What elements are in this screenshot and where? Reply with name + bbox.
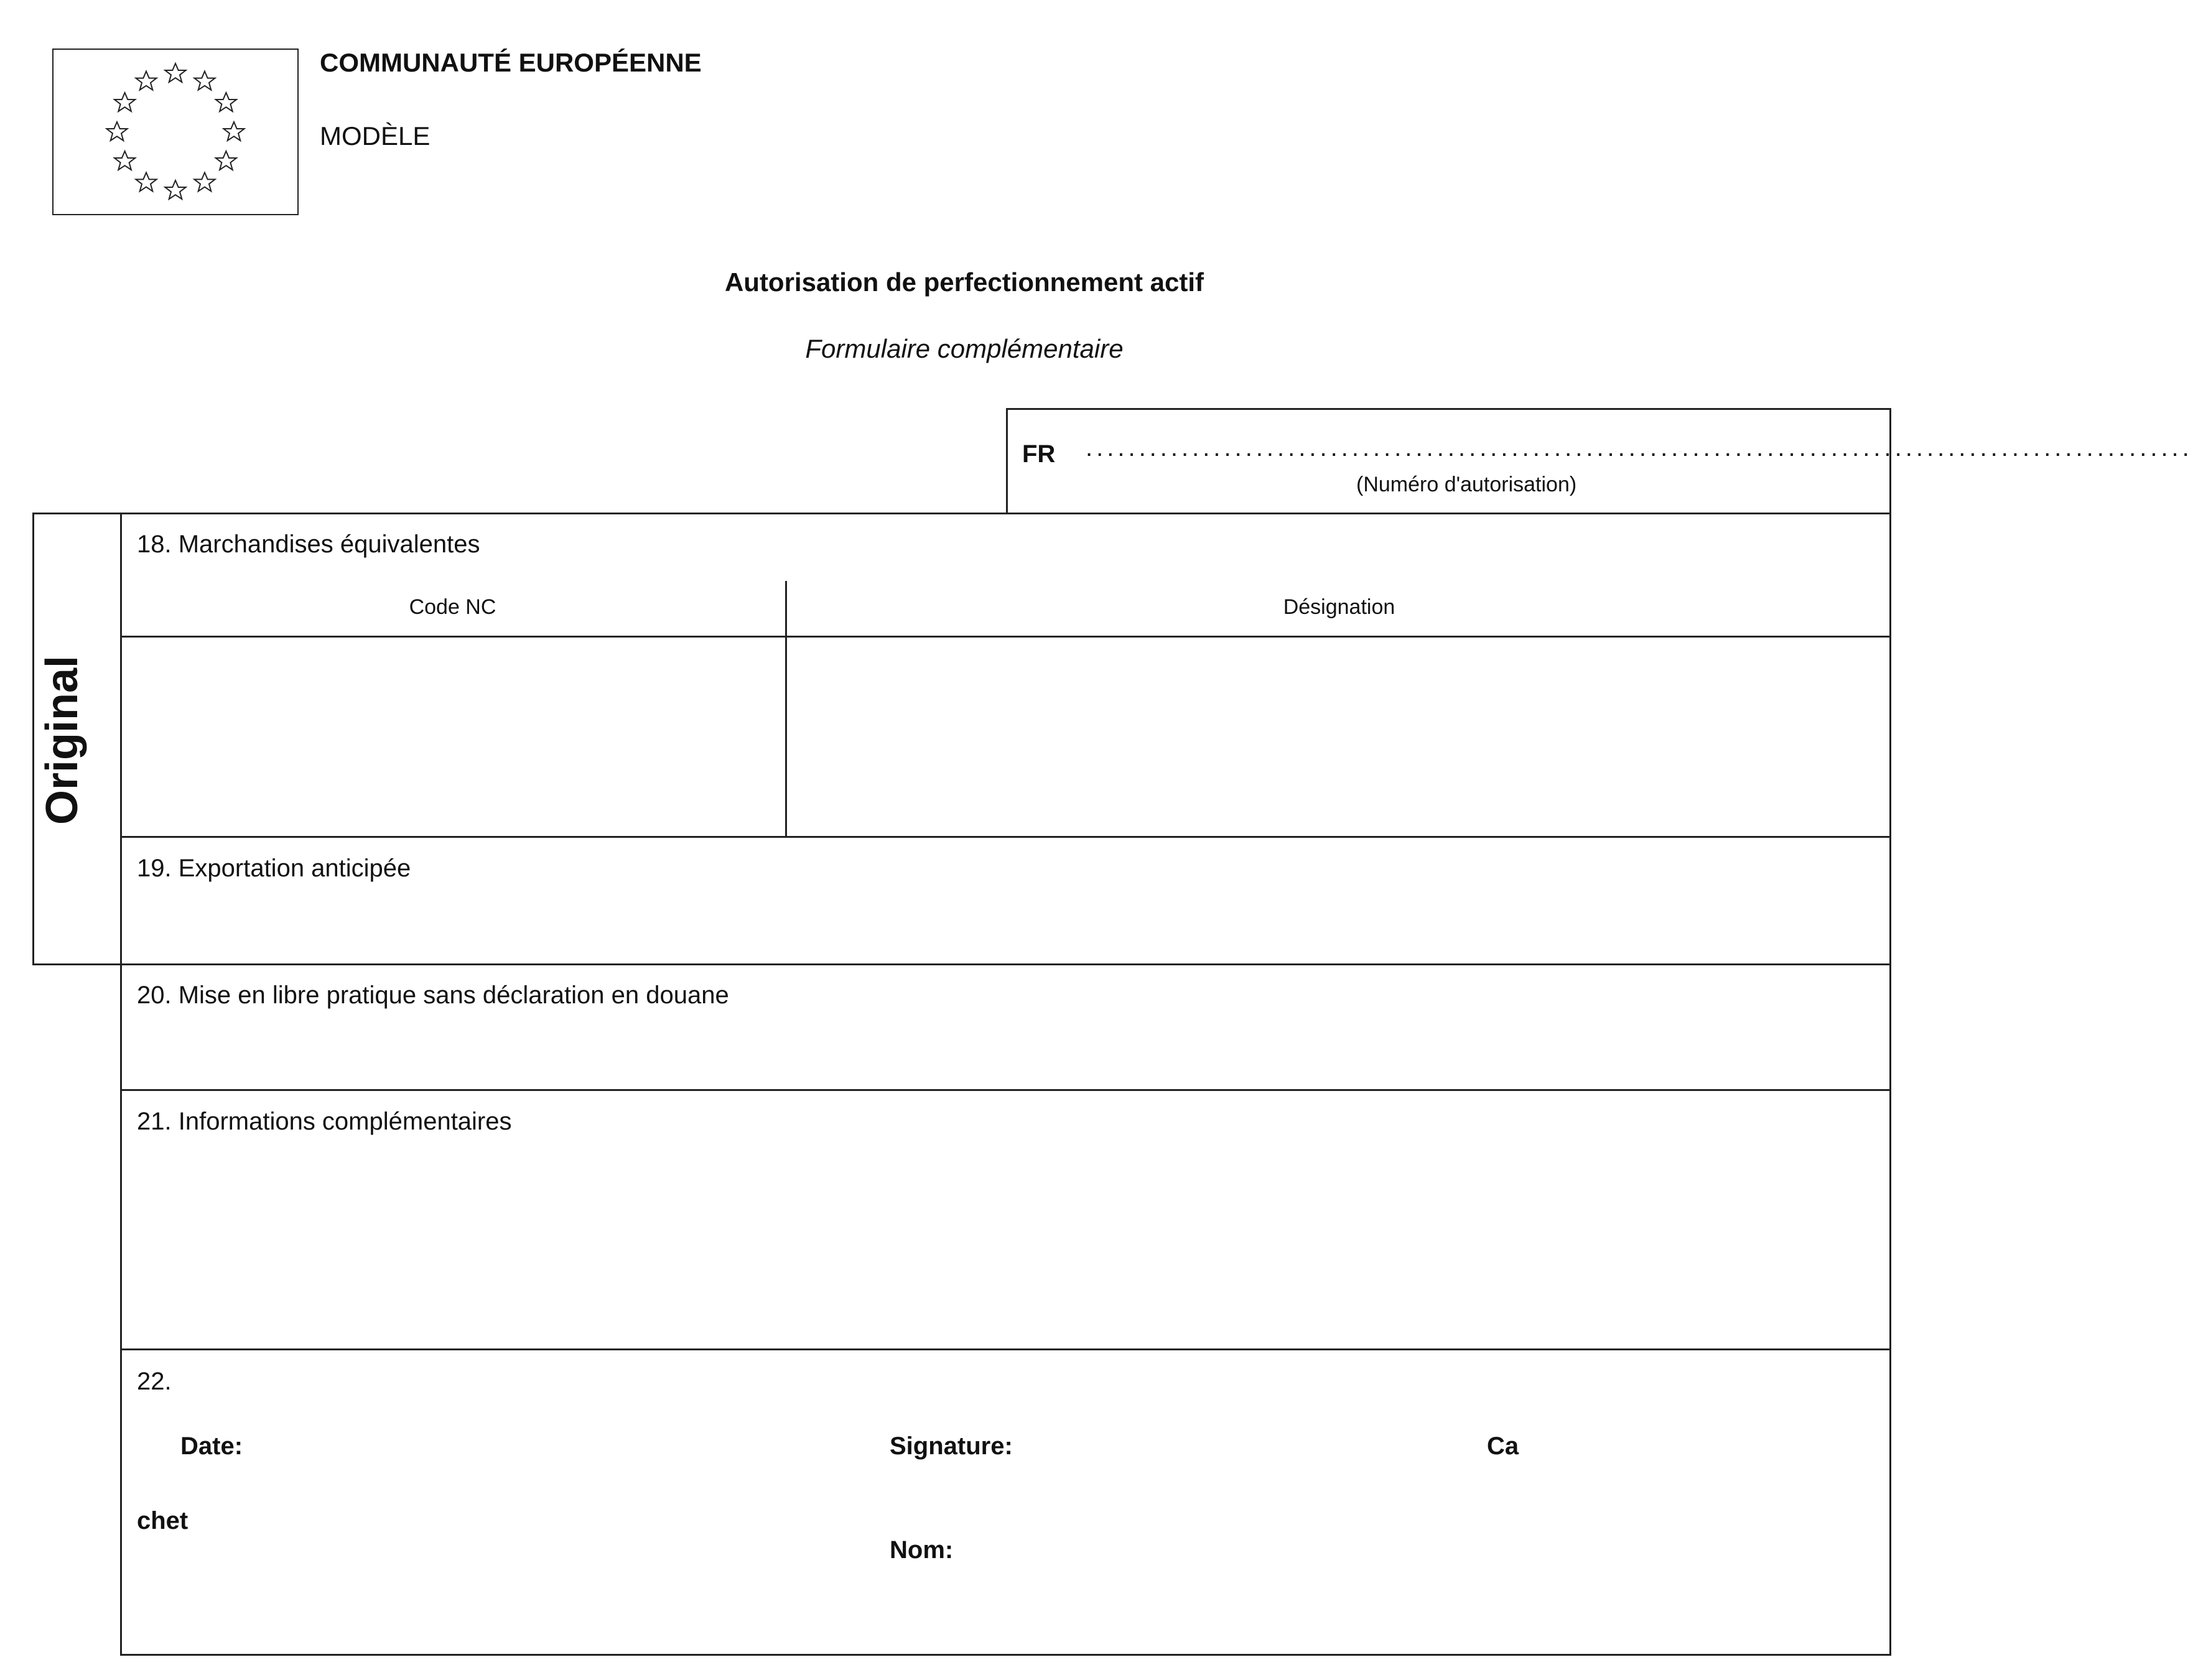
star-icon <box>194 72 215 90</box>
star-icon <box>114 151 135 170</box>
name-label: Nom: <box>890 1536 954 1564</box>
cachet-label-part1: Ca <box>1487 1432 1519 1460</box>
field-20-input-area[interactable] <box>122 1016 1889 1088</box>
star-icon <box>165 180 185 199</box>
field-19-label: 19. Exportation anticipée <box>137 855 411 882</box>
field-18-bottom-line <box>120 836 1891 838</box>
star-icon <box>114 93 135 111</box>
star-icon <box>165 63 185 82</box>
country-code: FR <box>1022 440 1056 468</box>
document-subtitle: Formulaire complémentaire <box>805 334 1124 363</box>
eu-flag-icon <box>52 49 299 215</box>
field-21-input-area[interactable] <box>122 1142 1889 1346</box>
star-icon <box>216 93 236 111</box>
authorization-number-label: (Numéro d'autorisation) <box>1356 473 1577 496</box>
original-side-label: Original <box>37 655 87 825</box>
field-22-label: 22. <box>137 1368 172 1395</box>
column-header-code-nc: Code NC <box>409 595 496 619</box>
star-icon <box>136 172 156 191</box>
eu-stars-icon <box>54 50 297 214</box>
field-20-bottom-line <box>120 1089 1891 1091</box>
star-icon <box>223 122 244 141</box>
date-label: Date: <box>180 1432 243 1460</box>
field-21-bottom-line <box>120 1348 1891 1350</box>
star-icon <box>106 122 127 141</box>
column-header-designation: Désignation <box>1283 595 1395 619</box>
cachet-label-part2: chet <box>137 1507 189 1534</box>
field-18-label: 18. Marchandises équivalentes <box>137 531 480 558</box>
star-icon <box>136 72 156 90</box>
designation-input-area[interactable] <box>787 638 1889 836</box>
document-title: Autorisation de perfectionnement actif <box>724 267 1204 297</box>
field-20-label: 20. Mise en libre pratique sans déclaration en douane <box>137 982 729 1009</box>
star-icon <box>194 172 215 191</box>
signature-label: Signature: <box>890 1432 1013 1460</box>
community-title: COMMUNAUTÉ EUROPÉENNE <box>320 48 702 77</box>
field-19-input-area[interactable] <box>122 889 1889 963</box>
model-label: MODÈLE <box>320 121 431 151</box>
star-icon <box>216 151 236 170</box>
code-nc-input-area[interactable] <box>122 638 785 836</box>
field-21-label: 21. Informations complémentaires <box>137 1108 512 1135</box>
authorization-number-field[interactable]: ........................................................................................................ <box>1086 434 2193 462</box>
